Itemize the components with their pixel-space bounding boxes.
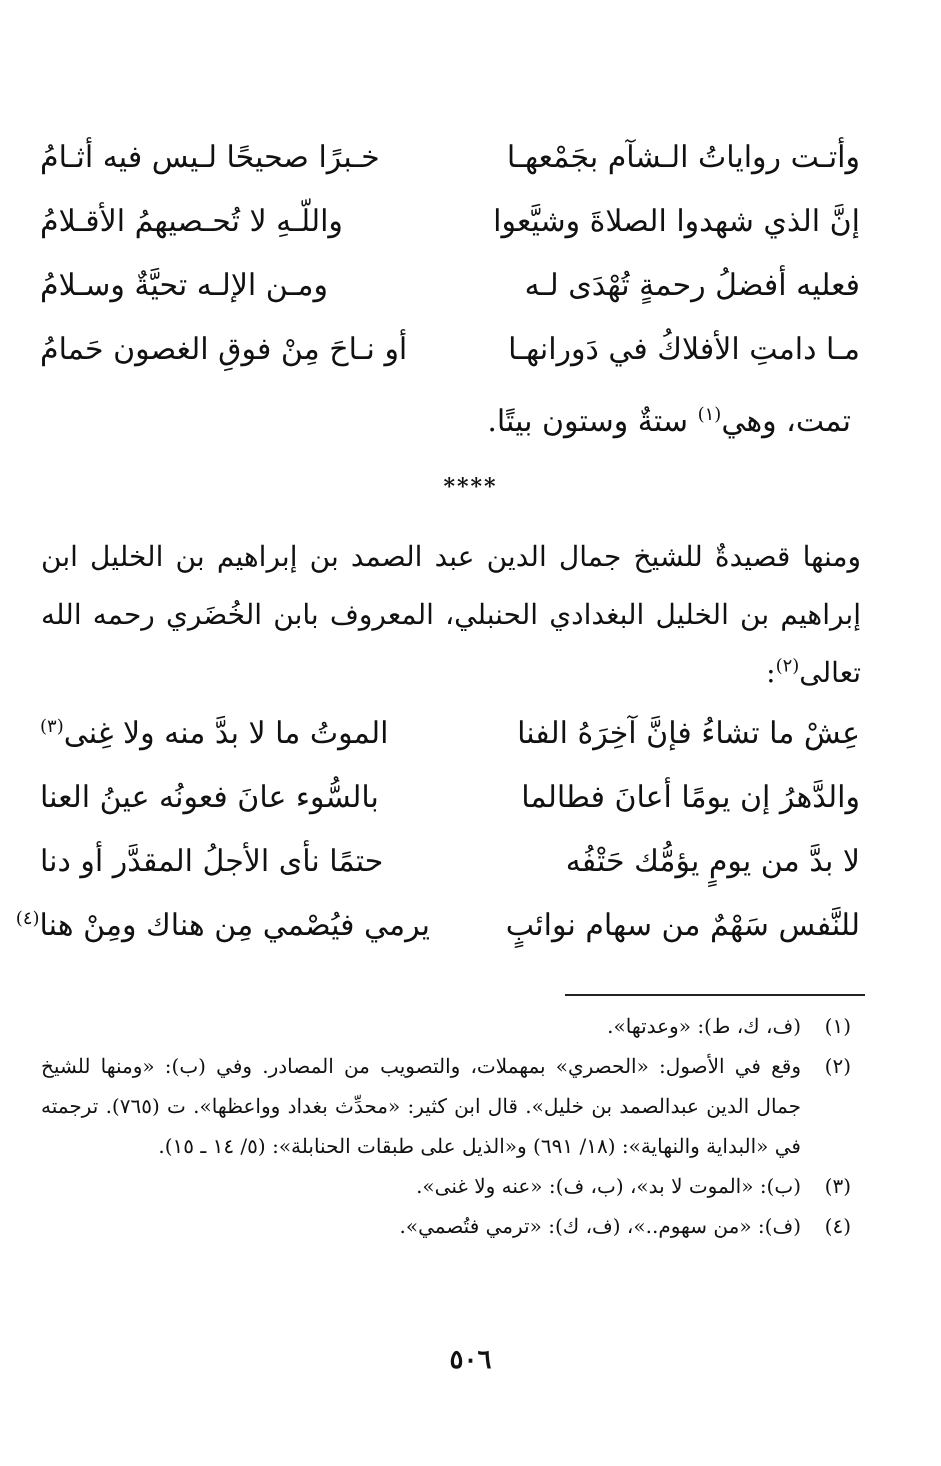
footnote-number: (١) — [824, 1014, 851, 1038]
verse-second-hemistich — [40, 712, 430, 756]
footnote-ref-2[interactable]: (٢) — [775, 655, 800, 677]
verse-first-hemistich: مـا دامتِ الأفلاكُ في دَورانهـا — [508, 332, 860, 367]
footnote — [41, 1006, 851, 1046]
verse-second-hemistich: واللّـهِ لا تُحـصيهمُ الأقـلامُ — [40, 204, 343, 239]
verse — [40, 776, 860, 840]
footnote-number: (٣) — [824, 1174, 851, 1198]
closing-text-end: ستةٌ وستون بيتًا. — [487, 404, 689, 439]
poem-closing-note — [487, 400, 851, 444]
footnote-number: (٤) — [824, 1214, 851, 1238]
introduction-text: ومنها قصيدةٌ للشيخ جمال الدين عبد الصمد بن إبراهيم بن الخليل ابن إبراهيم بن الخليل البغدادي الحنبلي، المعروف بابن الخُضَري رحمه الله تعالى — [41, 540, 861, 689]
footnote — [41, 1166, 851, 1206]
footnote — [41, 1206, 851, 1246]
hemistich-text: يرمي فيُصْمي مِن هناك ومِنْ هنا — [39, 908, 430, 943]
footnote — [41, 1046, 851, 1166]
verse — [40, 200, 860, 264]
footnote-ref-4[interactable]: (٤) — [15, 908, 40, 929]
footnote-text: وقع في الأصول: «الحصري» بمهملات، والتصويب من المصادر. وفي (ب): «ومنها للشيخ جمال الدين عبدالصمد بن خليل». قال ابن كثير: «محدِّث بغداد وواعظها». ت (٧٦٥). ترجمته في «البداية والنهاية»: (١٨/ ٦٩١) و«الذيل على طبقات الحنابلة»: (٥/ ١٤ ـ ١٥). — [41, 1054, 801, 1158]
footnote-text: (ف): «من سهوم..»، (ف، ك): «ترمي فتُصمي». — [399, 1214, 801, 1238]
page-number: ٥٠٦ — [449, 1345, 492, 1375]
footnote-ref-1[interactable]: (١) — [697, 404, 722, 425]
verse-second-hemistich: ومـن الإلـه تحيَّةٌ وسـلامُ — [40, 268, 328, 303]
footnotes — [41, 1006, 851, 1246]
verse — [40, 328, 860, 392]
verse — [40, 136, 860, 200]
footnote-ref-3[interactable]: (٣) — [40, 716, 64, 737]
verse — [40, 840, 860, 904]
verse-first-hemistich: إنَّ الذي شهدوا الصلاةَ وشيَّعوا — [493, 204, 860, 239]
closing-text-start: تمت، وهي — [721, 404, 851, 439]
footnote-text: (ف، ك، ط): «وعدتها». — [607, 1014, 801, 1038]
verse — [15, 904, 860, 968]
verse-second-hemistich — [15, 904, 430, 948]
verse-first-hemistich: لا بدَّ من يومٍ يؤمُّك حَتْفُه — [565, 844, 860, 879]
verse-second-hemistich: أو نـاحَ مِنْ فوقِ الغصون حَمامُ — [40, 332, 408, 367]
poem-first — [40, 136, 860, 392]
introduction-colon: : — [766, 656, 776, 689]
footnote-text: (ب): «الموت لا بد»، (ب، ف): «عنه ولا غنى». — [416, 1174, 801, 1198]
footnote-number: (٢) — [824, 1054, 851, 1078]
verse-first-hemistich: والدَّهرُ إن يومًا أعانَ فطالما — [521, 780, 860, 815]
footnote-divider — [565, 994, 865, 996]
section-separator: **** — [443, 474, 498, 500]
verse-first-hemistich: وأتـت رواياتُ الـشآم بجَمْعهـا — [506, 140, 860, 175]
verse — [40, 712, 860, 776]
verse-second-hemistich: خـبرًا صحيحًا لـيس فيه أثـامُ — [40, 140, 380, 175]
hemistich-text: الموتُ ما لا بدَّ منه ولا غِنى — [63, 716, 389, 751]
verse-first-hemistich: فعليه أفضلُ رحمةٍ تُهْدَى لـه — [524, 268, 860, 303]
verse-first-hemistich: للنَّفس سَهْمٌ من سهام نوائبٍ — [505, 908, 860, 943]
poem-introduction — [41, 528, 861, 702]
verse-second-hemistich: بالسُّوء عانَ فعونُه عينُ العنا — [40, 780, 379, 815]
verse — [40, 264, 860, 328]
verse-second-hemistich: حتمًا نأى الأجلُ المقدَّر أو دنا — [40, 844, 384, 879]
poem-second — [15, 712, 860, 968]
verse-first-hemistich: عِشْ ما تشاءُ فإنَّ آخِرَهُ الفنا — [517, 716, 860, 751]
